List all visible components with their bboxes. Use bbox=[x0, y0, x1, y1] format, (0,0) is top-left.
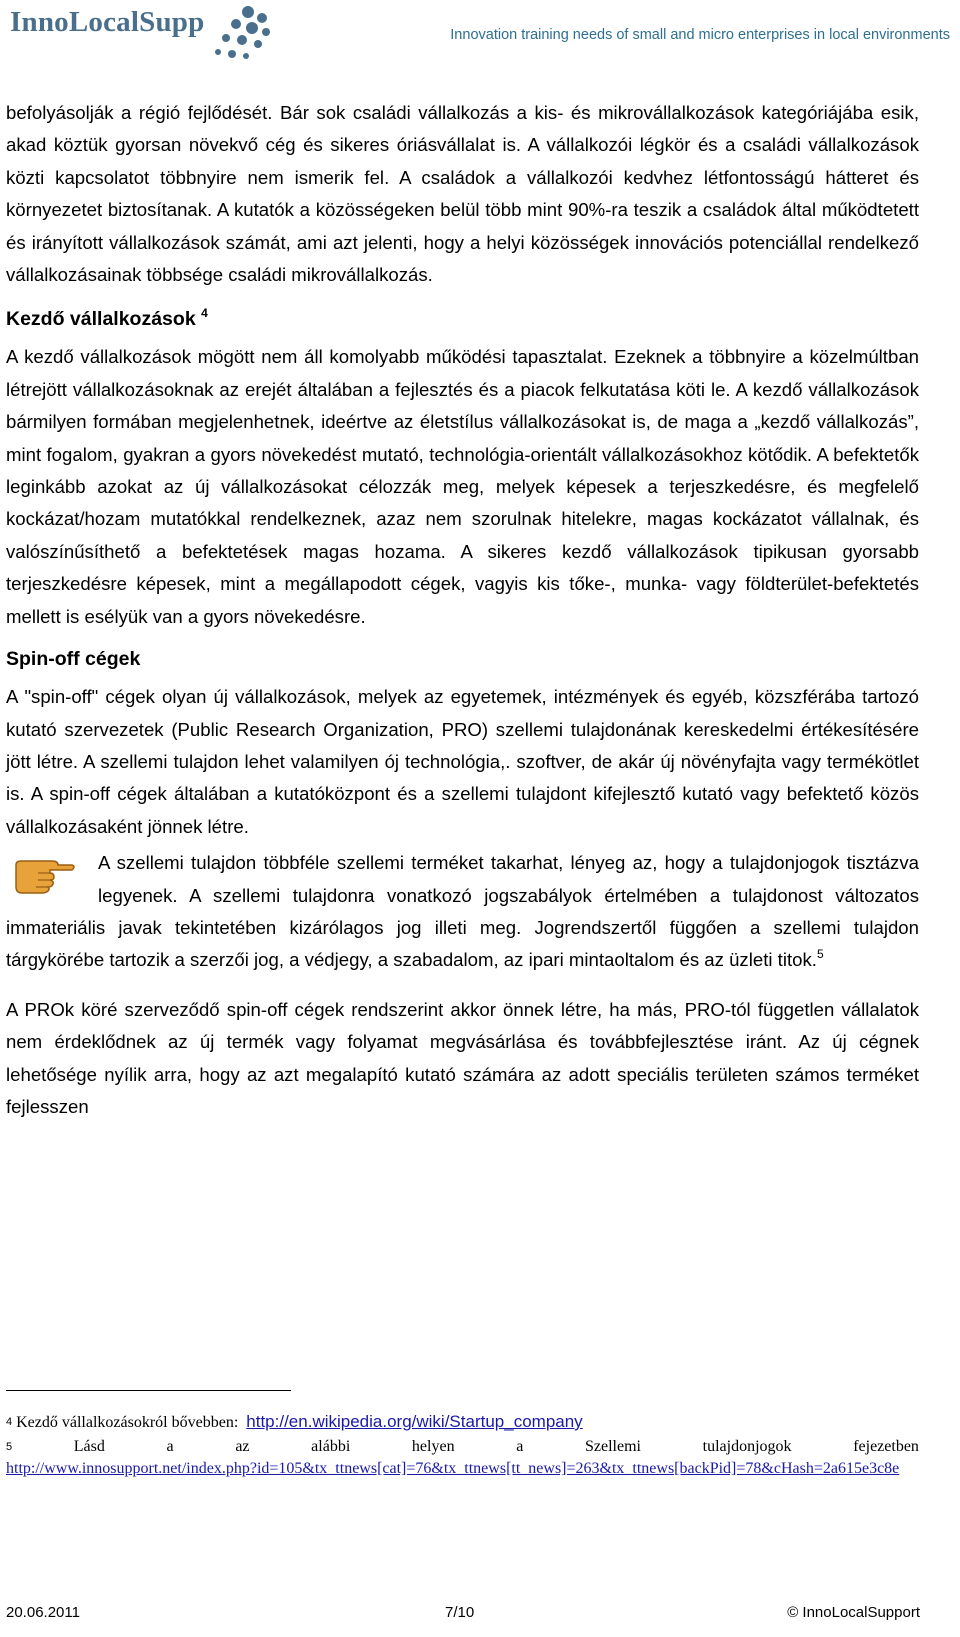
paragraph-startups: A kezdő vállalkozások mögött nem áll komolyabb működési tapasztalat. Ezeknek a többnyire a közelmúltban létrejött vállalkozásoknak az erejét általában a fejlesztés és a piacok felkutatása köti le. A kezdő vállalkozások bármilyen formában megjelenhetnek, ideértve az életstílus vállalkozásokat is, de maga a „kezdő vállalkozás”, mint fogalom, gyakran a gyors növekedést mutató, technológia-orientált vállalkozásokhoz kötődik. A befektetők leginkább azokat az új vállalkozásokat célozzák meg, melyek képesek a terjeszkedésre, és megfelelő kockázat/hozam mutatókkal rendelkeznek, azaz nem szorulnak hitelekre, magas kockázatot vállalnak, és valószínűsíthető a befektetések magas hozama. A sikeres kezdő vállalkozások tipikusan gyorsabb terjeszkedésre képesek, mint a megállapodott cégek, vagyis kis tőke-, munka- vagy földterület-befektetés mellett is esélyük van a gyors növekedésre. bbox=[6, 346, 919, 627]
footnote-5-word: alábbi bbox=[311, 1438, 351, 1455]
footnote-5-word: Lásd bbox=[73, 1438, 105, 1455]
footnote-5-line bbox=[6, 1436, 919, 1458]
heading-startups bbox=[6, 303, 919, 335]
header-tagline: Innovation training needs of small and micro enterprises in local environments bbox=[450, 27, 950, 43]
heading-spinoff: Spin-off cégek bbox=[6, 648, 141, 671]
footnotes bbox=[6, 1411, 919, 1482]
footnote-5 bbox=[6, 1436, 919, 1480]
innosupport-link[interactable]: http://www.innosupport.net/index.php?id=105&tx_ttnews[cat]=76&tx_ttnews[tt_news]=263&tx_ttnews[backPid]=78&cHash=2a615e3c8e bbox=[6, 1460, 900, 1477]
page-header bbox=[0, 0, 960, 70]
document-body bbox=[6, 97, 919, 1123]
footnote-4-text: Kezdő vállalkozásokról bővebben: bbox=[16, 1414, 239, 1431]
footnote-5-word: fejezetben bbox=[853, 1438, 919, 1455]
paragraph-ip-text: A szellemi tulajdon többféle szellemi terméket takarhat, lényeg az, hogy a tulajdonjogok tisztázva legyenek. A szellemi tulajdonra vonatkozó jogszabályok értelmében a tulajdonost változatos immateriális javak tekintetében kizárólagos jog illeti meg. Jogrendszertől függően a szellemi tulajdon tárgykörébe tartozik a szerzői jog, a védjegy, a szabadalom, az ipari mintaoltalom és az üzleti titok. bbox=[6, 852, 919, 971]
logo-text: InnoLocalSupp bbox=[10, 6, 205, 38]
footnote-ref-5[interactable]: 5 bbox=[816, 947, 824, 962]
footnote-4-number: 4 bbox=[6, 1416, 13, 1428]
footer-copyright: © InnoLocalSupport bbox=[787, 1604, 920, 1621]
innolocalsupp-logo bbox=[10, 2, 270, 64]
logo-dots-icon bbox=[196, 2, 276, 64]
paragraph-ip-block bbox=[6, 847, 919, 977]
footer-page-number: 7/10 bbox=[445, 1604, 475, 1621]
paragraph-spinoff: A "spin-off" cégek olyan új vállalkozások, melyek az egyetemek, intézmények és egyéb, közszférába tartozó kutató szervezetek (Public Research Organization, PRO) szellemi tulajdonának kereskedelmi értékesítésére jött létre. A szellemi tulajdon lehet valamilyen ój technológia,. szoftver, de akár új növényfajta vagy termékötlet is. A spin-off cégek általában a kutatóközpont és a szellemi tulajdont kifejlesztő kutató vagy befektető közös vállalkozásaként jönnek létre. bbox=[6, 686, 919, 837]
footnote-5-word: helyen bbox=[411, 1438, 455, 1455]
footnote-5-number: 5 bbox=[6, 1441, 13, 1453]
footer-date: 20.06.2011 bbox=[6, 1604, 80, 1621]
footnote-5-word: az bbox=[235, 1438, 250, 1455]
startup-wikipedia-link[interactable]: http://en.wikipedia.org/wiki/Startup_company bbox=[246, 1412, 583, 1431]
footnote-ref-4[interactable]: 4 bbox=[201, 306, 208, 321]
paragraph-family-business: befolyásolják a régió fejlődését. Bár sok családi vállalkozás a kis- és mikrovállalkozások kategóriájába esik, akad köztük gyorsan növekvő cég és sikeres óriásvállalat is. A vállalkozói légkör és a családi vállalkozások közti kapcsolatot többnyire nem ismerik fel. A családok a vállalkozói kedvhez létfontosságú hátteret és környezetet biztosítanak. A kutatók a közösségeken belül több mint 90%-ra teszik a családok által működtetett és irányított vállalkozások számát, ami azt jelenti, hogy a helyi közösségek innovációs potenciállal rendelkező vállalkozásainak többsége családi mikrovállalkozás. bbox=[6, 102, 919, 286]
paragraph-pro-spinoff: A PROk köré szerveződő spin-off cégek rendszerint akkor önnek létre, ha más, PRO-tól független vállalatok nem érdeklődnek az új termék vagy folyamat megvásárlása és továbbfejlesztése iránt. Az új cégnek lehetősége nyílik arra, hogy az azt megalapító kutató számára az adott speciális területen számos terméket fejlesszen bbox=[6, 998, 919, 1117]
page-footer bbox=[6, 1604, 920, 1628]
footnote-5-word: a bbox=[166, 1438, 174, 1455]
pointing-hand-icon bbox=[12, 851, 76, 895]
footnote-5-word: tulajdonjogok bbox=[702, 1438, 792, 1455]
heading-startups-text: Kezdő vállalkozások bbox=[6, 308, 196, 331]
footnote-separator bbox=[6, 1390, 291, 1391]
footnote-5-word: a bbox=[516, 1438, 524, 1455]
footnote-5-word: Szellemi bbox=[585, 1438, 641, 1455]
footnote-4 bbox=[6, 1411, 919, 1434]
